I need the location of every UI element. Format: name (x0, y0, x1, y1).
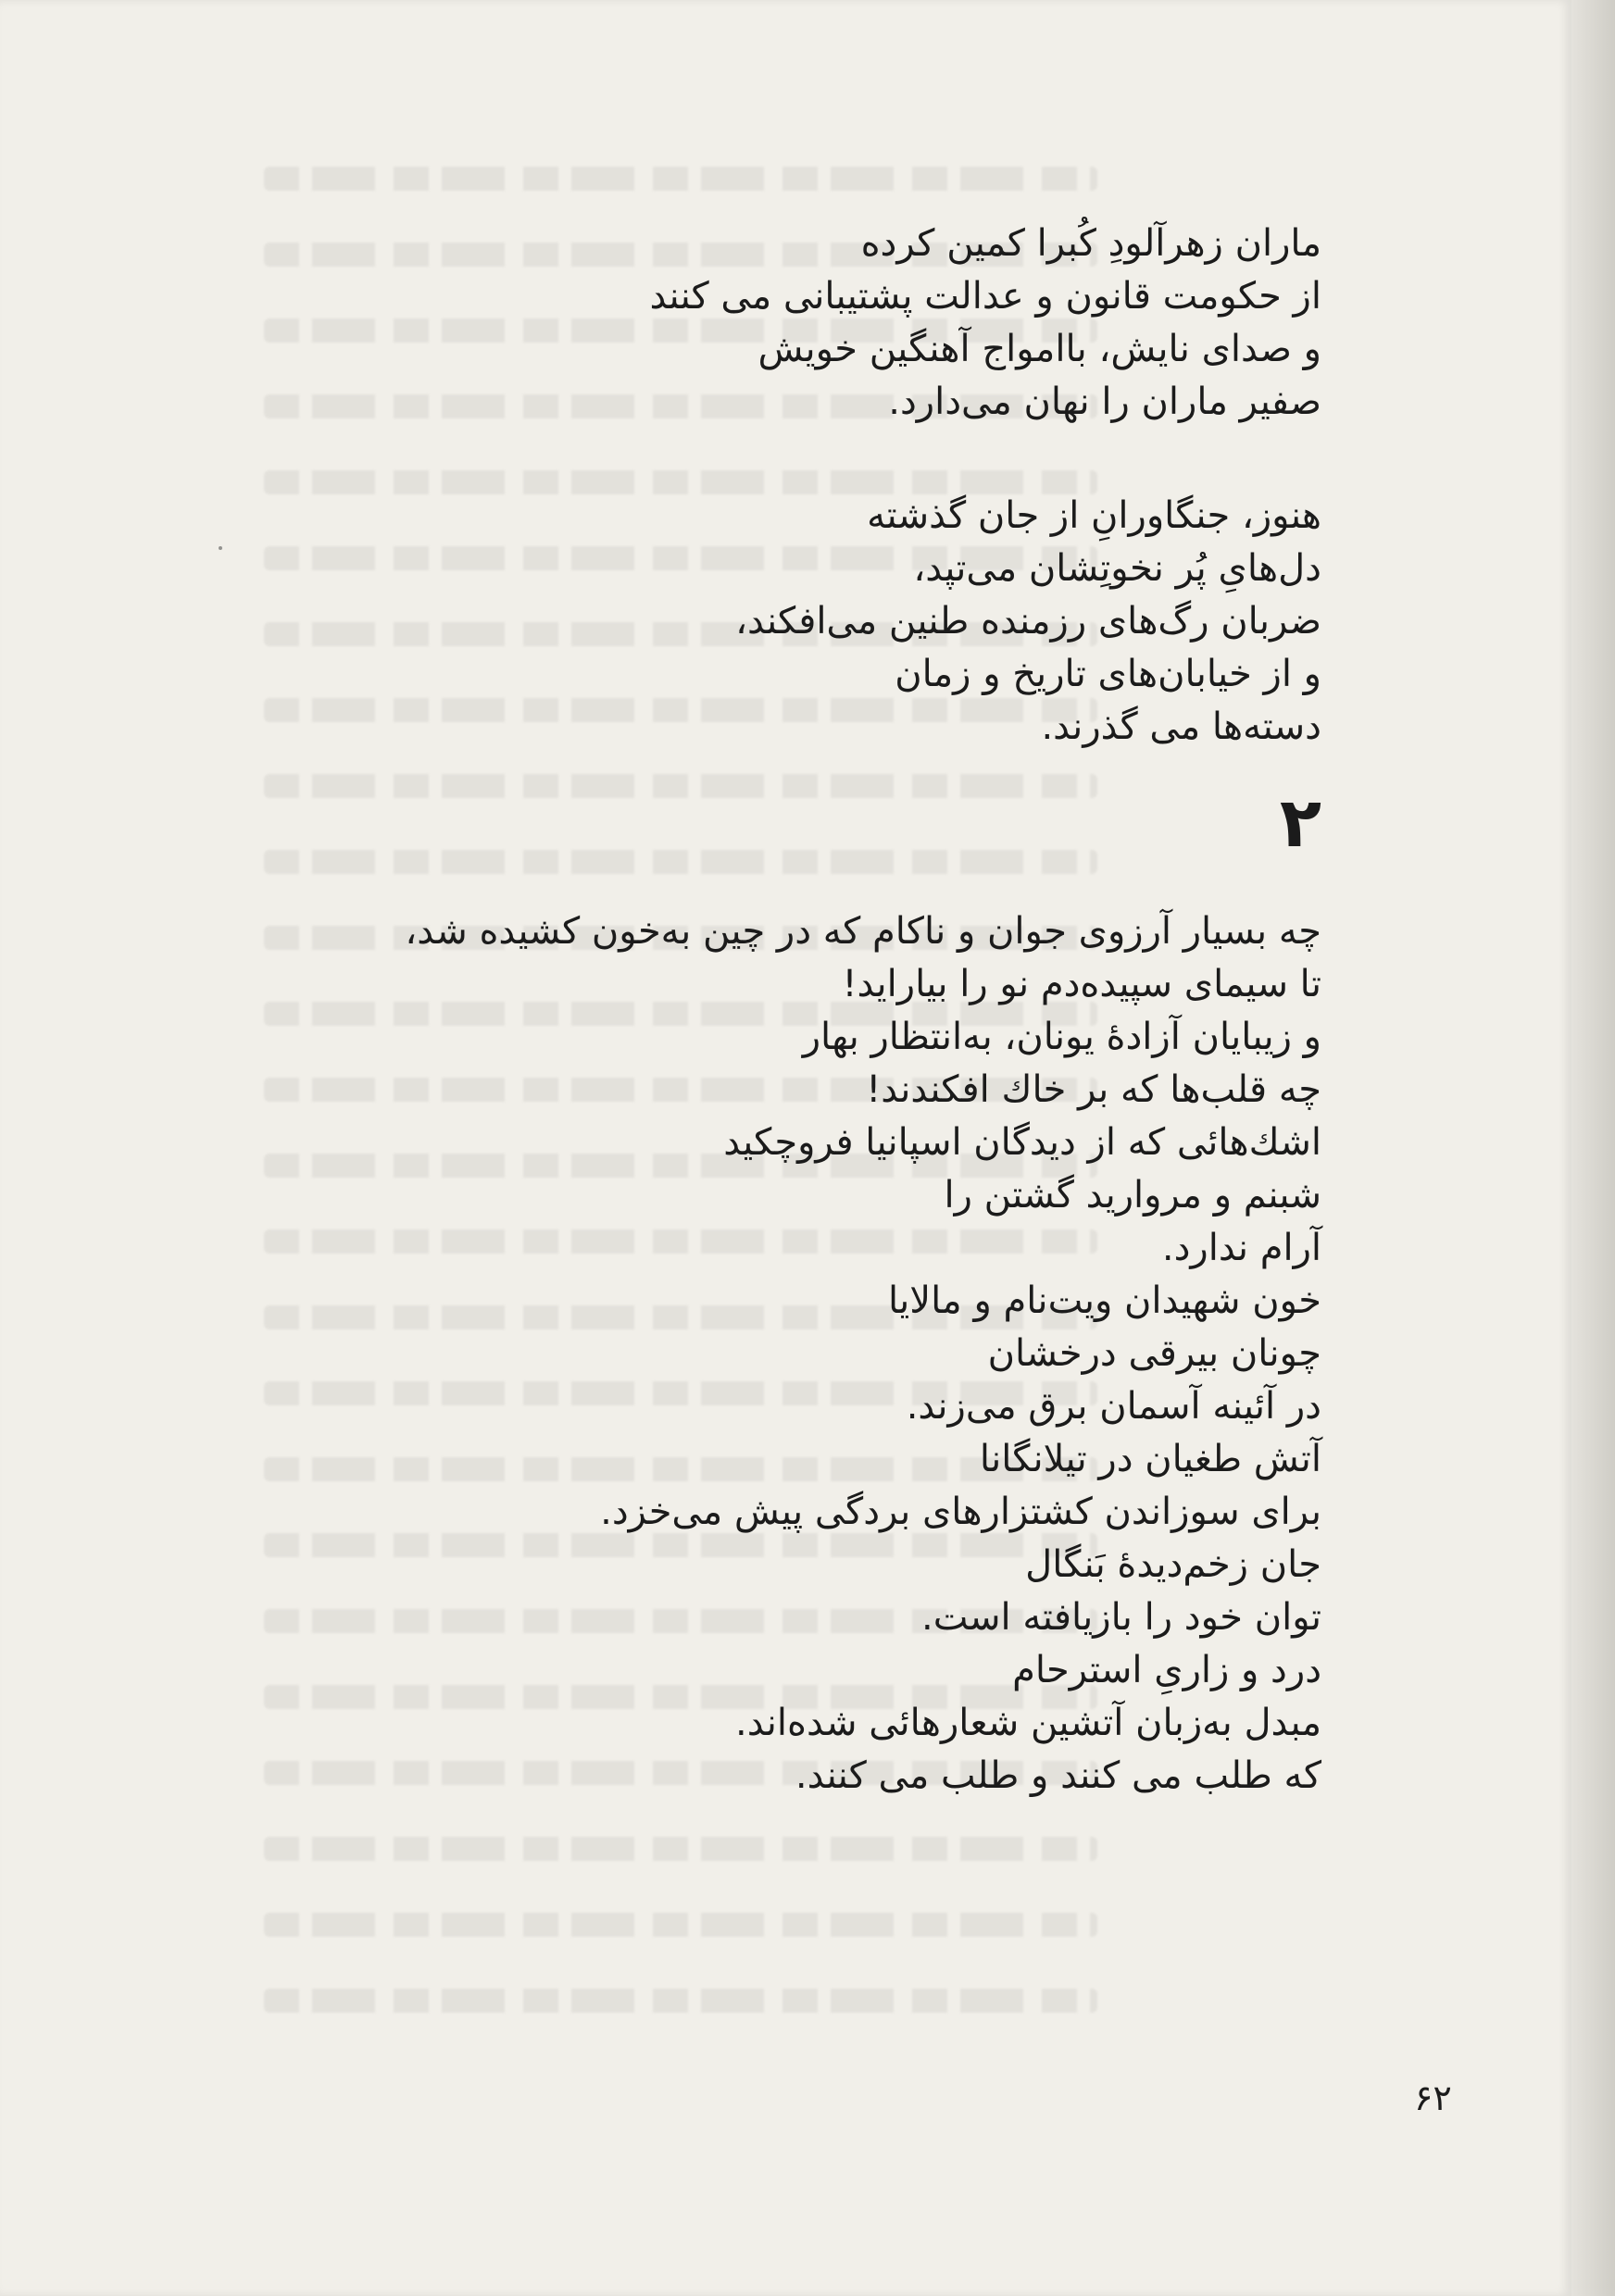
stanza-2 (118, 490, 1321, 754)
stanza-3 (118, 905, 1321, 1803)
section-number: ۲ (1279, 783, 1321, 863)
poem-line: ماران زهرآلودِ کُبرا کمین کرده (860, 222, 1321, 265)
stanza-1 (118, 218, 1321, 429)
poem-line: توان خود را بازیافته است. (921, 1596, 1321, 1639)
page-edge (1571, 0, 1615, 2296)
poem-line: چه بسیار آرزوی جوان و ناکام که در چین به‌خون کشیده شد، (405, 910, 1321, 953)
poem-line: هنوز، جنگاورانِ از جان گذشته (867, 494, 1321, 537)
poem-line: چونان بیرقی درخشان (987, 1332, 1321, 1375)
poem-line: دل‌هایِ پُر نخوتِشان می‌تپد، (913, 547, 1321, 590)
poem-line: خون شهیدان ویت‌نام و مالایا (887, 1279, 1321, 1322)
poem-line: اشك‌هائی که از دیدگان اسپانیا فروچکید (723, 1121, 1321, 1164)
poem-line: و از خیابان‌های تاریخ و زمان (895, 653, 1321, 695)
poem-line: شبنم و مروارید گشتن را (944, 1174, 1321, 1217)
poem-line: تا سیمای سپیده‌دم نو را بیاراید! (842, 963, 1321, 1005)
poem-line: از حکومت قانون و عدالت پشتیبانی می کنند (649, 275, 1321, 318)
poem-line: صفیر ماران را نهان می‌دارد. (888, 381, 1321, 423)
poem-line: آتش طغیان در تیلانگانا (979, 1438, 1321, 1480)
poem-line: و صدای نایش، باامواج آهنگین خویش (757, 328, 1321, 370)
poem-line: که طلب می کنند و طلب می کنند. (795, 1754, 1321, 1797)
poem-body (118, 218, 1321, 1803)
page-number: ۶۲ (1414, 2078, 1452, 2118)
poem-line: و زیبایان آزادهٔ یونان، به‌انتظار بهار (802, 1016, 1321, 1058)
poem-line: آرام ندارد. (1161, 1227, 1321, 1269)
poem-line: درد و زاریِ استرحام (1012, 1649, 1321, 1691)
poem-line: جان زخم‌دیدهٔ بَنگال (1025, 1543, 1321, 1586)
poem-line: مبدل به‌زبان آتشین شعارهائی شده‌اند. (735, 1702, 1321, 1744)
poem-line: ضربان رگ‌های رزمنده طنین می‌افکند، (735, 600, 1321, 643)
poem-line: چه قلب‌ها که بر خاك افکندند! (866, 1068, 1321, 1111)
poem-line: برای سوزاندن کشتزارهای بردگی پیش می‌خزد. (600, 1491, 1321, 1533)
poem-line: دسته‌ها می گذرند. (1041, 705, 1321, 748)
poem-line: در آئینه آسمان برق می‌زند. (906, 1385, 1321, 1428)
stanza-gap (118, 429, 1321, 490)
